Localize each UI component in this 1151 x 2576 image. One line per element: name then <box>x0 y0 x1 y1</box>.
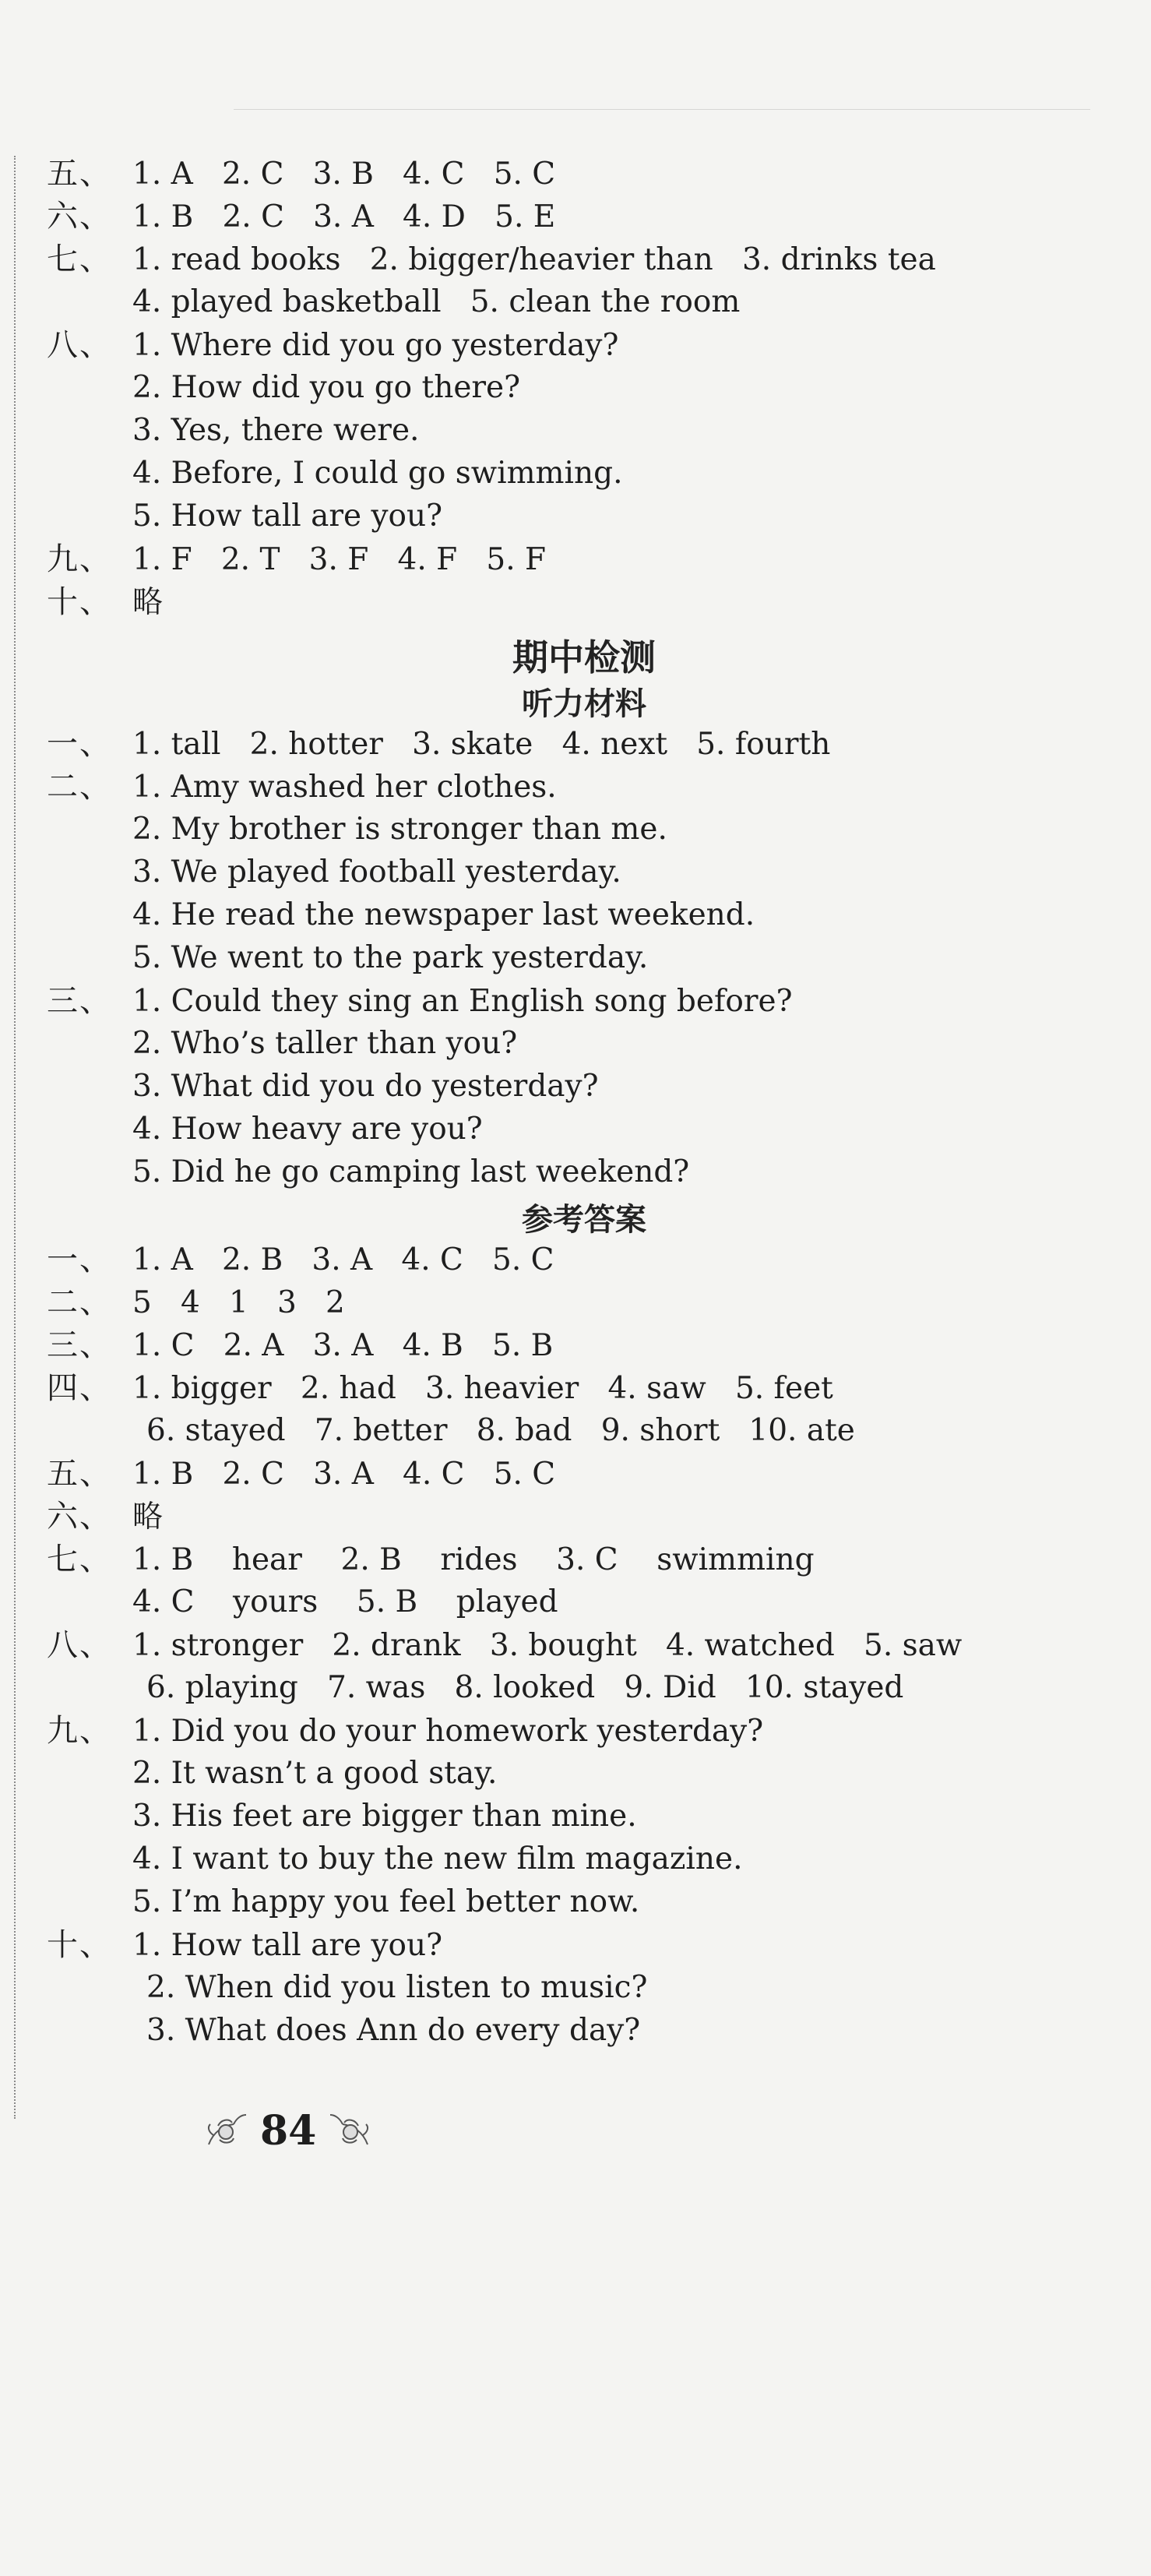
section-number: 十、 <box>47 1927 112 1963</box>
listening-heading: 听力材料 <box>522 686 646 722</box>
section-number: 二、 <box>47 769 112 805</box>
answer-line <box>47 1581 558 1623</box>
listening-text: 1. Amy washed her clothes. <box>132 770 557 805</box>
answer-text: 1. B 2. C 3. A 4. C 5. C <box>132 1457 556 1492</box>
section-number: 六、 <box>47 199 112 234</box>
page-number: 84 <box>260 2106 317 2155</box>
listening-text: 5. We went to the park yesterday. <box>132 940 649 975</box>
listening-text: 3. What did you do yesterday? <box>132 1069 599 1104</box>
answer-line <box>47 1967 647 2009</box>
answer-text: 5. I’m happy you feel better now. <box>132 1884 640 1919</box>
flower-ornament-icon <box>327 2109 374 2152</box>
section-number: 七、 <box>47 241 112 277</box>
answer-text: 6. playing 7. was 8. looked 9. Did 10. stayed <box>146 1670 904 1705</box>
answer-text: 3. Yes, there were. <box>132 413 420 448</box>
answer-text: 3. His feet are bigger than mine. <box>132 1799 637 1834</box>
listening-text: 4. He read the newspaper last weekend. <box>132 897 755 932</box>
section-number: 九、 <box>47 1713 112 1749</box>
listening-line <box>47 809 667 851</box>
listening-line <box>47 894 755 936</box>
flower-ornament-icon <box>202 2109 249 2152</box>
answer-line <box>47 2010 640 2052</box>
answer-line <box>47 453 622 495</box>
answer-line <box>47 367 520 409</box>
section-number: 四、 <box>47 1370 112 1406</box>
answer-line <box>47 324 618 367</box>
answer-text: 5. How tall are you? <box>132 499 443 534</box>
listening-line <box>47 1151 689 1193</box>
answer-line <box>47 238 936 281</box>
answer-text: 1. stronger 2. drank 3. bought 4. watched 5. saw <box>132 1628 963 1663</box>
answer-text: 1. bigger 2. had 3. heavier 4. saw 5. feet <box>132 1371 833 1406</box>
answer-line <box>47 1367 833 1410</box>
answer-line <box>47 1838 742 1880</box>
answer-text: 4. Before, I could go swimming. <box>132 456 623 491</box>
section-number: 七、 <box>47 1542 112 1577</box>
section-number: 一、 <box>47 1242 112 1277</box>
listening-text: 2. My brother is stronger than me. <box>132 812 667 847</box>
section-number: 三、 <box>47 1327 112 1363</box>
answer-line <box>47 281 740 323</box>
listening-line <box>47 723 830 766</box>
answer-line <box>47 153 555 196</box>
answer-line <box>47 1881 639 1923</box>
answer-line <box>47 581 163 624</box>
listening-text: 2. Who’s taller than you? <box>132 1026 518 1061</box>
answer-text: 1. Did you do your homework yesterday? <box>132 1714 764 1749</box>
answer-line <box>47 1538 815 1581</box>
listening-text: 1. tall 2. hotter 3. skate 4. next 5. fourth <box>132 727 831 762</box>
answer-text: 1. F 2. T 3. F 4. F 5. F <box>132 542 547 577</box>
section-number: 八、 <box>47 327 112 363</box>
listening-line <box>47 1108 483 1151</box>
answer-text: 略 <box>132 1499 164 1535</box>
answer-line <box>47 1281 345 1324</box>
answer-text: 4. C yours 5. B played <box>132 1584 558 1619</box>
answer-line <box>47 495 442 537</box>
section-number: 十、 <box>47 584 112 620</box>
answer-line <box>47 538 546 581</box>
answer-text: 1. C 2. A 3. A 4. B 5. B <box>132 1328 554 1363</box>
answer-line <box>47 1795 637 1838</box>
margin-dotted-line <box>14 156 16 2119</box>
answer-text: 略 <box>132 585 164 620</box>
answer-text: 1. Where did you go yesterday? <box>132 328 619 363</box>
section-number: 五、 <box>47 156 112 192</box>
answers-heading: 参考答案 <box>522 1202 646 1238</box>
answer-text: 2. It wasn’t a good stay. <box>132 1756 498 1791</box>
answer-text: 1. A 2. C 3. B 4. C 5. C <box>132 157 556 192</box>
listening-text: 4. How heavy are you? <box>132 1112 483 1147</box>
answer-line <box>47 196 555 238</box>
section-number: 一、 <box>47 726 112 762</box>
listening-line <box>47 937 648 979</box>
answer-line <box>47 410 419 452</box>
top-rule <box>234 109 1090 110</box>
answer-text: 4. I want to buy the new film magazine. <box>132 1841 743 1876</box>
listening-line <box>47 766 557 809</box>
page-footer <box>202 2099 374 2162</box>
answer-text: 5 4 1 3 2 <box>132 1285 345 1320</box>
answer-text: 6. stayed 7. better 8. bad 9. short 10. ate <box>146 1413 855 1448</box>
section-number: 二、 <box>47 1284 112 1320</box>
answer-line <box>47 1496 163 1538</box>
listening-line <box>47 851 621 893</box>
answer-line <box>47 1667 903 1709</box>
section-number: 三、 <box>47 983 112 1019</box>
answer-text: 4. played basketball 5. clean the room <box>132 284 741 319</box>
answer-text: 2. When did you listen to music? <box>146 1970 648 2005</box>
answer-text: 1. How tall are you? <box>132 1928 443 1963</box>
answer-text: 2. How did you go there? <box>132 370 521 405</box>
listening-text: 5. Did he go camping last weekend? <box>132 1154 690 1189</box>
answer-line <box>47 1453 555 1496</box>
section-number: 八、 <box>47 1627 112 1663</box>
answer-line <box>47 1410 855 1452</box>
answer-line <box>47 1924 442 1967</box>
listening-text: 3. We played football yesterday. <box>132 855 621 890</box>
answer-line <box>47 1324 553 1367</box>
listening-line <box>47 980 793 1023</box>
answer-text: 1. B hear 2. B rides 3. C swimming <box>132 1542 815 1577</box>
listening-line <box>47 1066 598 1108</box>
listening-text: 1. Could they sing an English song before? <box>132 984 793 1019</box>
answer-line <box>47 1753 497 1795</box>
answer-text: 1. B 2. C 3. A 4. D 5. E <box>132 199 556 234</box>
answer-line <box>47 1710 763 1753</box>
midterm-heading: 期中检测 <box>512 636 656 678</box>
answer-line <box>47 1624 962 1667</box>
answer-line <box>47 1239 554 1281</box>
answer-text: 1. read books 2. bigger/heavier than 3. drinks tea <box>132 242 936 277</box>
answer-text: 3. What does Ann do every day? <box>146 2013 641 2048</box>
section-number: 五、 <box>47 1456 112 1492</box>
answer-text: 1. A 2. B 3. A 4. C 5. C <box>132 1242 554 1277</box>
section-number: 九、 <box>47 541 112 577</box>
section-number: 六、 <box>47 1499 112 1535</box>
listening-line <box>47 1023 517 1065</box>
